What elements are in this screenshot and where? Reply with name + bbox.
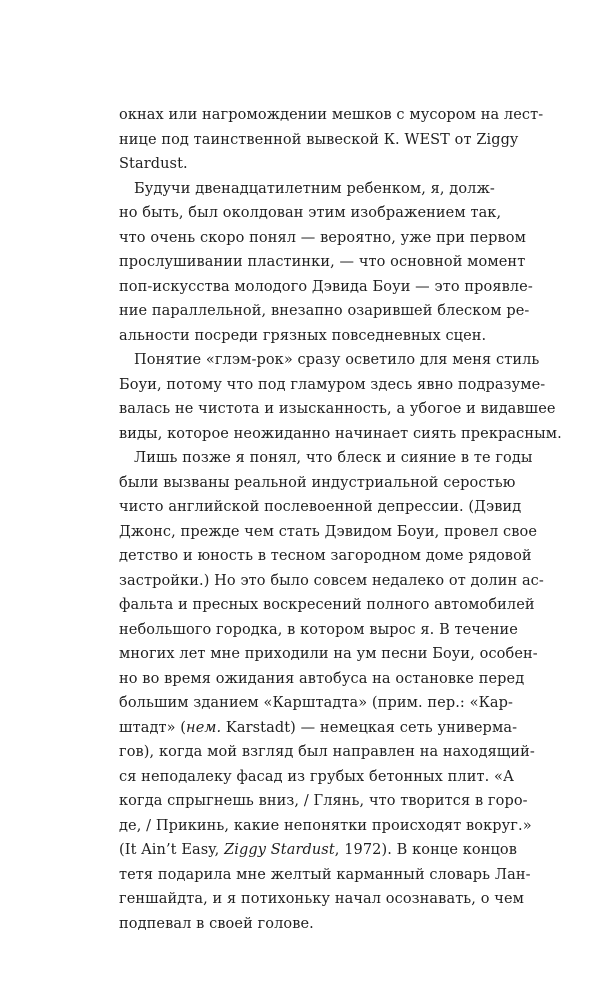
text-line bbox=[119, 397, 556, 422]
text-line bbox=[119, 912, 483, 937]
paragraph bbox=[119, 177, 533, 349]
text-line bbox=[119, 299, 530, 324]
text-segment: когда спрыгнешь вниз, / Глянь, что творится в горо- bbox=[119, 793, 528, 809]
text-segment: альности посреди грязных повседневных сцен. bbox=[119, 327, 487, 344]
text-line bbox=[119, 593, 535, 618]
text-segment: большим зданием «Карштадта» (прим. пер.: «Кар- bbox=[119, 695, 514, 711]
text-line bbox=[119, 544, 532, 569]
text-line bbox=[119, 495, 522, 520]
text-line bbox=[119, 814, 532, 839]
text-line bbox=[119, 838, 517, 863]
text-segment: Karstadt) — немецкая сеть универма- bbox=[221, 719, 518, 736]
italic-text: нем. bbox=[186, 719, 222, 736]
text-segment: нице под таинственной вывеской К. WEST от Ziggy bbox=[119, 131, 519, 148]
text-segment: были вызваны реальной индустриальной серостью bbox=[119, 474, 516, 491]
text-segment: многих лет мне приходили на ум песни Боуи, особен- bbox=[119, 646, 538, 662]
text-segment: поп-искусства молодого Дэвида Боуи — это проявле- bbox=[119, 278, 533, 295]
text-line bbox=[119, 716, 518, 741]
text-segment: фальта и пресных воскресений полного автомобилей bbox=[119, 597, 535, 613]
text-line bbox=[119, 667, 525, 692]
text-line bbox=[119, 177, 495, 202]
text-segment: гов), когда мой взгляд был направлен на находящий- bbox=[119, 744, 535, 760]
text-line bbox=[119, 152, 483, 177]
paragraph bbox=[119, 348, 562, 446]
text-line bbox=[119, 348, 540, 373]
text-line bbox=[119, 520, 538, 545]
text-line bbox=[119, 324, 487, 349]
text-line bbox=[119, 446, 533, 471]
text-line bbox=[119, 740, 535, 765]
text-segment: де, / Прикинь, какие непонятки происходят вокруг.» bbox=[119, 817, 532, 834]
text-line bbox=[119, 887, 525, 912]
text-segment: тетя подарила мне желтый карманный словарь Лан- bbox=[119, 866, 531, 883]
text-line bbox=[119, 250, 526, 275]
text-line bbox=[119, 275, 533, 300]
text-segment: валась не чистота и изысканность, а убогое и видавшее bbox=[119, 401, 556, 417]
text-line bbox=[119, 569, 544, 594]
text-segment: небольшого городка, в котором вырос я. В течение bbox=[119, 621, 518, 638]
text-line bbox=[119, 863, 531, 888]
text-line bbox=[119, 422, 562, 447]
text-segment: ся неподалеку фасад из грубых бетонных плит. «А bbox=[119, 768, 515, 785]
text-line bbox=[119, 128, 519, 153]
text-line bbox=[119, 103, 544, 128]
text-segment: Боуи, потому что под гламуром здесь явно подразуме- bbox=[119, 376, 546, 393]
text-segment: Будучи двенадцатилетним ребенком, я, долж- bbox=[134, 180, 495, 197]
text-line bbox=[119, 226, 526, 251]
paragraph bbox=[119, 446, 544, 936]
text-line bbox=[119, 765, 515, 790]
text-segment: но во время ожидания автобуса на остановке перед bbox=[119, 670, 525, 687]
text-line bbox=[119, 691, 514, 716]
text-segment: виды, которое неожиданно начинает сиять прекрасным. bbox=[119, 425, 562, 442]
text-segment: что очень скоро понял — вероятно, уже при первом bbox=[119, 229, 526, 246]
text-segment: Понятие «глэм-рок» сразу осветило для меня стиль bbox=[134, 352, 540, 368]
text-segment: прослушивании пластинки, — что основной момент bbox=[119, 254, 526, 270]
text-segment: ние параллельной, внезапно озарившей блеском ре- bbox=[119, 303, 530, 319]
text-segment: , 1972). В конце концов bbox=[334, 842, 517, 858]
italic-text: Ziggy Stardust bbox=[224, 842, 335, 858]
text-line bbox=[119, 789, 528, 814]
book-page-text bbox=[119, 103, 562, 936]
text-segment: геншайдта, и я потихоньку начал осознавать, о чем bbox=[119, 891, 525, 907]
text-line bbox=[119, 618, 518, 643]
text-segment: окнах или нагромождении мешков с мусором на лест- bbox=[119, 107, 544, 123]
text-line bbox=[119, 471, 516, 496]
text-segment: детство и юность в тесном загородном доме рядовой bbox=[119, 548, 532, 564]
text-segment: чисто английской послевоенной депрессии. (Дэвид bbox=[119, 499, 522, 515]
text-segment: застройки.) Но это было совсем недалеко от долин ас- bbox=[119, 572, 544, 589]
paragraph bbox=[119, 103, 544, 177]
text-segment: но быть, был околдован этим изображением так, bbox=[119, 205, 502, 221]
text-segment: подпевал в своей голове. bbox=[119, 915, 314, 932]
text-line bbox=[119, 373, 546, 398]
text-segment: штадт» ( bbox=[119, 719, 187, 736]
text-segment: (It Ain’t Easy, bbox=[119, 842, 225, 858]
text-line bbox=[119, 201, 502, 226]
text-segment: Джонс, прежде чем стать Дэвидом Боуи, провел свое bbox=[119, 523, 538, 540]
text-segment: Лишь позже я понял, что блеск и сияние в те годы bbox=[134, 450, 533, 466]
text-line bbox=[119, 642, 538, 667]
text-segment: Stardust. bbox=[119, 156, 188, 172]
